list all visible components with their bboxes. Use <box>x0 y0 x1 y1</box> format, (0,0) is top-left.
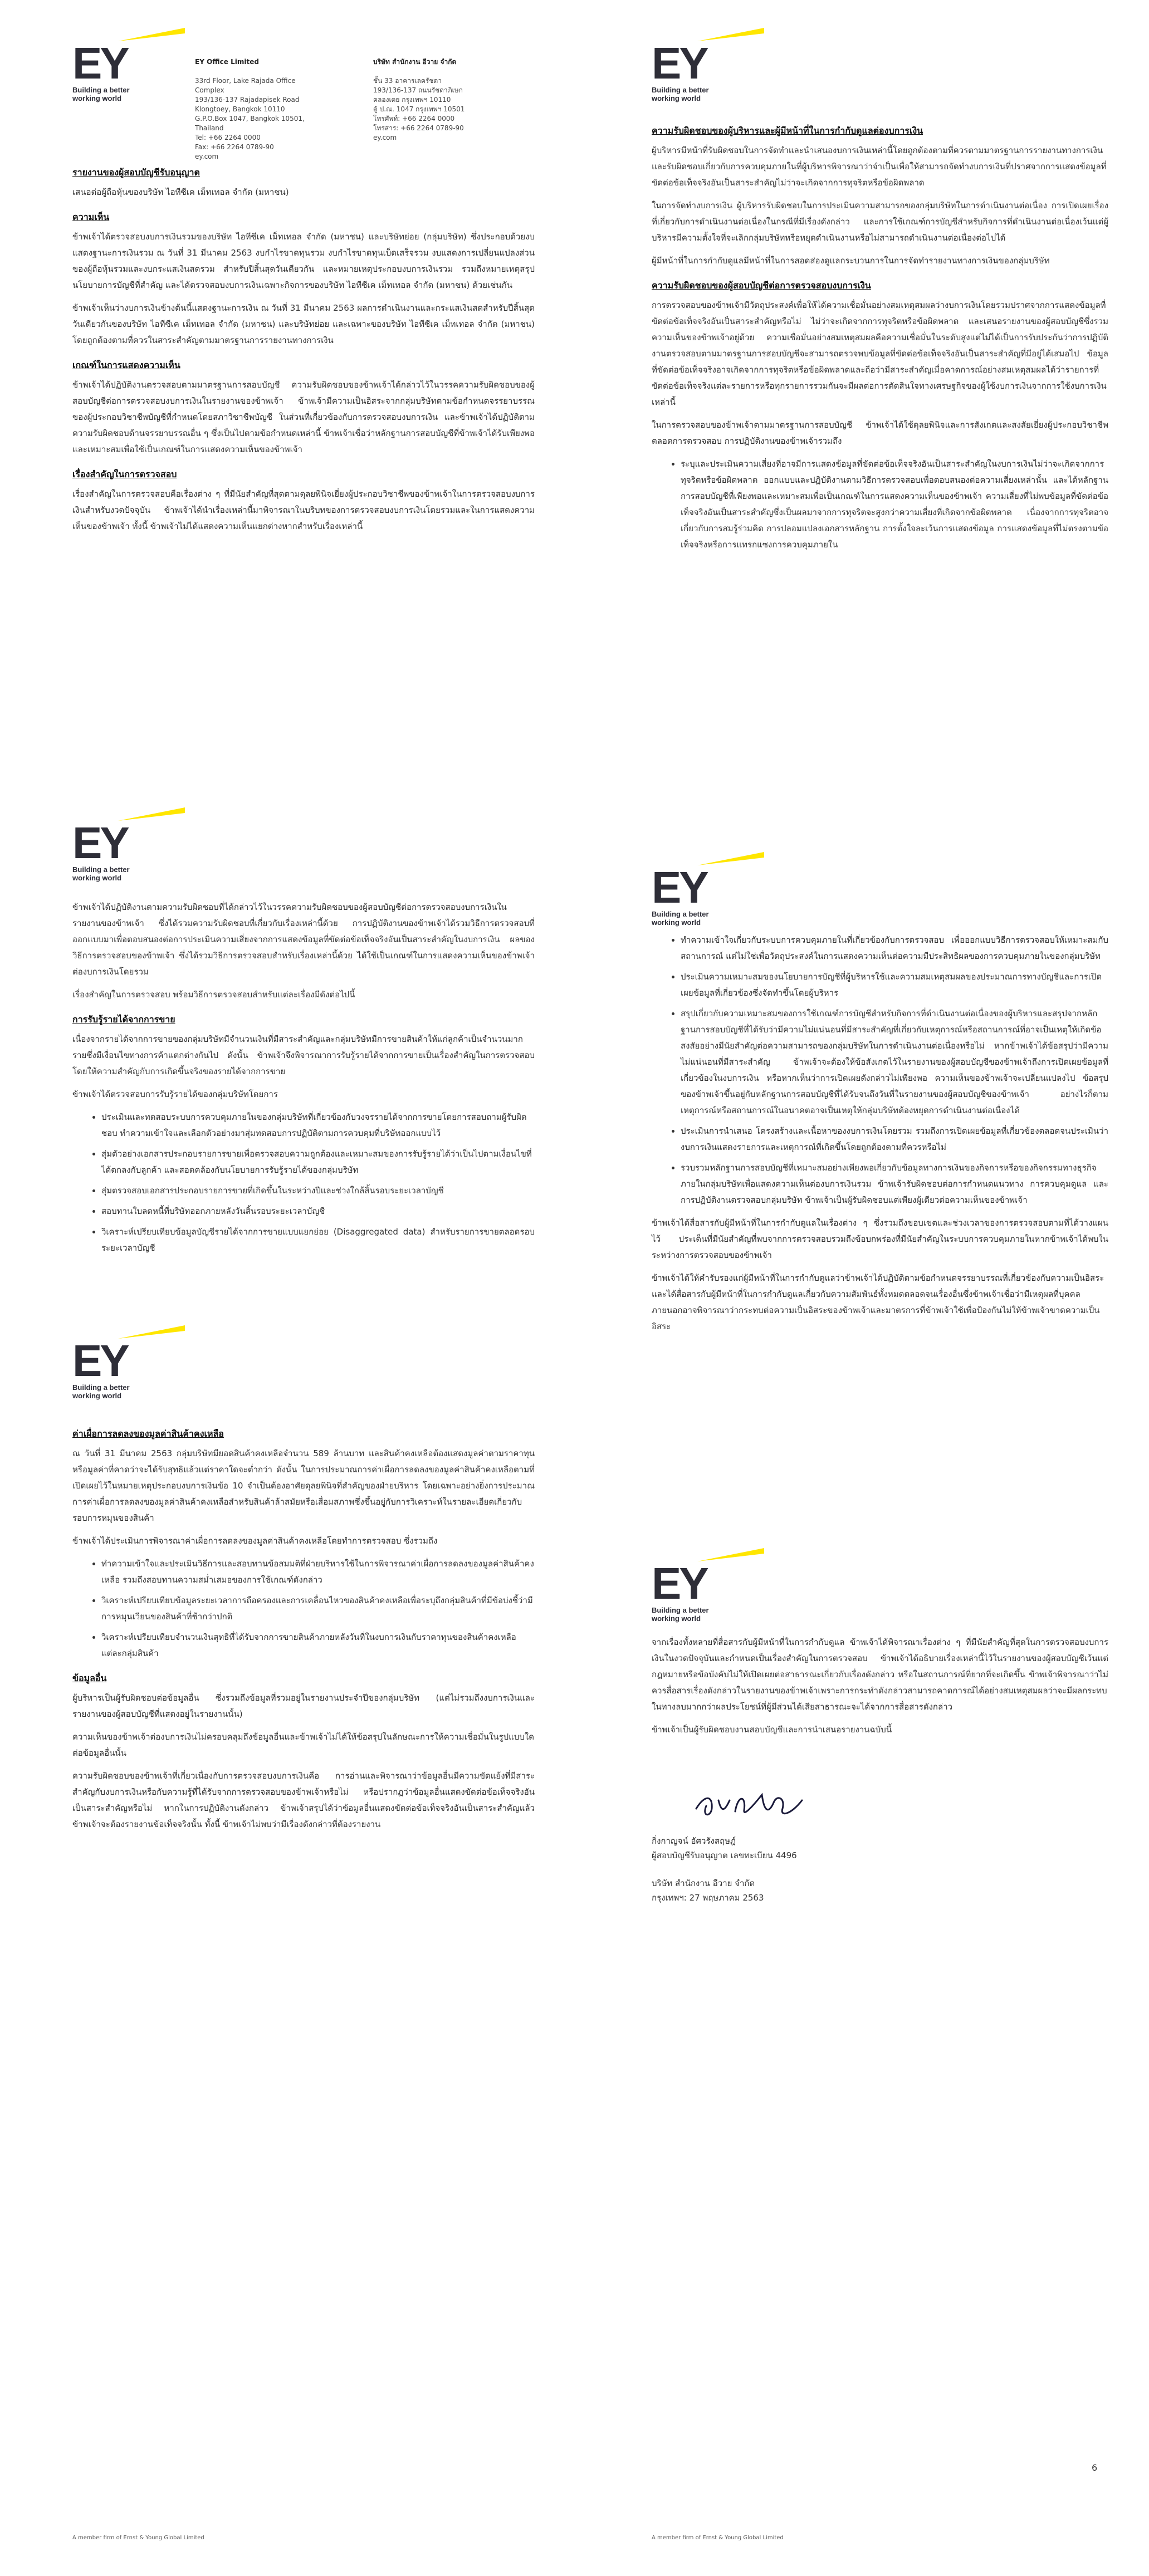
ey-logo-mark: EY <box>652 38 707 88</box>
footer-member-text: A member firm of Ernst & Young Global Limited <box>652 2535 784 2541</box>
ey-logo <box>72 802 167 882</box>
letterhead-right-lines: ชั้น 33 อาคารเลครัชดา 193/136-137 ถนนรัชดาภิเษก คลองเตย กรุงเทพฯ 10110 ตู้ ป.ณ. 1047 กรุงเทพฯ 10501 โทรศัพท์: +66 2264 0000 โทรสาร: +66 2264 0789-90 ey.com <box>373 77 465 141</box>
paragraph: เรื่องสำคัญในการตรวจสอบ พร้อมวิธีการตรวจสอบสำหรับแต่ละเรื่องมีดังต่อไปนี้ <box>72 990 355 1000</box>
heading-auditor-responsibility: ความรับผิดชอบของผู้สอบบัญชีต่อการตรวจสอบงบการเงิน <box>652 280 871 291</box>
page-2 <box>72 802 535 1303</box>
ey-logo-mark: EY <box>652 863 707 912</box>
heading-management-responsibility: ความรับผิดชอบของผู้บริหารและผู้มีหน้าที่ในการกำกับดูแลต่องบการเงิน <box>652 125 923 136</box>
paragraph: ผู้บริหารมีหน้าที่รับผิดชอบในการจัดทำและนำเสนองบการเงินเหล่านี้โดยถูกต้องตามที่ควรตามมาตรฐานการรายงานทางการเงิน และรับผิดชอบเกี่ยวกับการควบคุมภายในที่ผู้บริหารพิจารณาว่าจำเป็นเพื่อให้สามารถจัดทำงบการเงินที่ปราศจากการแสดงข้อมูลที่ขัดต่อข้อเท็จจริงอันเป็นสาระสำคัญไม่ว่าจะเกิดจากการทุจริตหรือข้อผิดพลาด <box>652 145 1107 188</box>
list-item: • วิเคราะห์เปรียบเทียบจำนวนเงินสุทธิที่ได้รับจากการขายสินค้าภายหลังวันที่ในงบการเงินกับราคาทุนของสินค้าคงเหลือแต่ละกลุ่มสินค้า <box>101 1629 535 1662</box>
paragraph: ข้าพเจ้าได้ตรวจสอบการรับรู้รายได้ของกลุ่มบริษัทโดยการ <box>72 1089 278 1099</box>
paragraph: ในการจัดทำงบการเงิน ผู้บริหารรับผิดชอบในการประเมินความสามารถของกลุ่มบริษัทในการดำเนินงานต่อเนื่อง การเปิดเผยเรื่องที่เกี่ยวกับการดำเนินงานต่อเนื่องในกรณีที่มีเรื่องดังกล่าว และการใช้เกณฑ์การบัญชีสำหรับกิจการที่ดำเนินงานต่อเนื่องเว้นแต่ผู้บริหารมีความตั้งใจที่จะเลิกกลุ่มบริษัทหรือหยุดดำเนินงานหรือไม่สามารถดำเนินงานต่อเนื่องต่อไปได้ <box>652 200 1108 243</box>
heading-revenue: การรับรู้รายได้จากการขาย <box>72 1014 175 1025</box>
paragraph: ข้าพเจ้าได้ประเมินการพิจารณาค่าเผื่อการลดลงของมูลค่าสินค้าคงเหลือโดยทำการตรวจสอบ ซึ่งรวมถึง <box>72 1536 438 1546</box>
ey-beam-icon <box>697 28 764 47</box>
ey-logo <box>72 22 167 102</box>
heading-basis: เกณฑ์ในการแสดงความเห็น <box>72 360 180 370</box>
list-item: • วิเคราะห์เปรียบเทียบข้อมูลระยะเวลาการถือครองและการเคลื่อนไหวของสินค้าคงเหลือเพื่อระบุถึงกลุ่มสินค้าที่มีข้อบ่งชี้ว่ามีการหมุนเวียนของสินค้าที่ช้ากว่าปกติ <box>101 1593 535 1625</box>
letterhead-left-company: EY Office Limited <box>195 58 259 66</box>
firm-name: บริษัท สำนักงาน อีวาย จำกัด <box>652 1878 755 1888</box>
signature-icon <box>691 1778 813 1828</box>
auditor-name: กิ่งกาญจน์ อัศวรังสฤษฎ์ <box>652 1836 736 1846</box>
paragraph: ข้าพเจ้าได้ตรวจสอบงบการเงินรวมของบริษัท ไอทีซีเค เม็ทเทอล จำกัด (มหาชน) และบริษัทย่อย (กลุ่มบริษัท) ซึ่งประกอบด้วยงบแสดงฐานะการเงินรวม ณ วันที่ 31 มีนาคม 2563 งบกำไรขาดทุนรวม งบกำไรขาดทุนเบ็ดเสร็จรวม งบแสดงการเปลี่ยนแปลงส่วนของผู้ถือหุ้นรวมและงบกระแสเงินสดรวม สำหรับปีสิ้นสุดวันเดียวกัน และหมายเหตุประกอบงบการเงินรวม รวมถึงหมายเหตุสรุปนโยบายการบัญชีที่สำคัญ และได้ตรวจสอบงบการเงินเฉพาะกิจการของบริษัท ไอทีซีเค เม็ทเทอล จำกัด (มหาชน) ด้วยเช่นกัน <box>72 232 535 290</box>
page-4 <box>652 22 1108 830</box>
ey-beam-icon <box>118 1325 185 1344</box>
auditor-bullet-list-continued <box>652 932 1108 1208</box>
paragraph: ผู้มีหน้าที่ในการกำกับดูแลมีหน้าที่ในการสอดส่องดูแลกระบวนการในการจัดทำรายงานทางการเงินของกลุ่มบริษัท <box>652 256 1050 266</box>
ey-logo-mark: EY <box>72 1336 128 1385</box>
paragraph: ความเห็นของข้าพเจ้าต่องบการเงินไม่ครอบคลุมถึงข้อมูลอื่นและข้าพเจ้าไม่ได้ให้ข้อสรุปในลักษณะการให้ความเชื่อมั่นในรูปแบบใดต่อข้อมูลอื่นนั้น <box>72 1732 534 1758</box>
ey-logo-mark: EY <box>72 818 128 868</box>
ey-logo-tagline: Building a better working world <box>72 86 130 102</box>
ey-logo-tagline: Building a better working world <box>652 1606 709 1623</box>
addressee: เสนอต่อผู้ถือหุ้นของบริษัท ไอทีซีเค เม็ทเทอล จำกัด (มหาชน) <box>72 187 289 197</box>
page-number: 6 <box>1092 2462 1098 2473</box>
ey-logo-tagline: Building a better working world <box>72 1383 130 1400</box>
ey-logo-mark: EY <box>72 38 128 88</box>
paragraph: ข้าพเจ้าได้ให้คำรับรองแก่ผู้มีหน้าที่ในการกำกับดูแลว่าข้าพเจ้าได้ปฏิบัติตามข้อกำหนดจรรยาบรรณที่เกี่ยวข้องกับความเป็นอิสระและได้สื่อสารกับผู้มีหน้าที่ในการกำกับดูแลเกี่ยวกับความสัมพันธ์ทั้งหมดตลอดจนเรื่องอื่นซึ่งข้าพเจ้าเชื่อว่ามีเหตุผลที่บุคคลภายนอกอาจพิจารณาว่ากระทบต่อความเป็นอิสระของข้าพเจ้าและมาตรการที่ข้าพเจ้าใช้เพื่อป้องกันไม่ให้ข้าพเจ้าขาดความเป็นอิสระ <box>652 1273 1104 1331</box>
ey-beam-icon <box>697 1548 764 1567</box>
list-item: • ทำความเข้าใจเกี่ยวกับระบบการควบคุมภายในที่เกี่ยวข้องกับการตรวจสอบ เพื่อออกแบบวิธีการตรวจสอบให้เหมาะสมกับสถานการณ์ แต่ไม่ใช่เพื่อวัตถุประสงค์ในการแสดงความเห็นต่อความมีประสิทธิผลของการควบคุมภายในของกลุ่มบริษัท <box>681 932 1108 964</box>
list-item: • ทำความเข้าใจและประเมินวิธีการและสอบทานข้อสมมติที่ฝ่ายบริหารใช้ในการพิจารณาค่าเผื่อการลดลงของมูลค่าสินค้าคงเหลือ รวมถึงสอบทานความสม่ำเสมอของการใช้เกณฑ์ดังกล่าว <box>101 1556 535 1588</box>
page-6 <box>652 1542 1108 2489</box>
revenue-bullet-list <box>72 1109 535 1256</box>
paragraph: ข้าพเจ้าเห็นว่างบการเงินข้างต้นนี้แสดงฐานะการเงิน ณ วันที่ 31 มีนาคม 2563 ผลการดำเนินงานและกระแสเงินสดสำหรับปีสิ้นสุดวันเดียวกันของบริษัท ไอทีซีเค เม็ทเทอล จำกัด (มหาชน) และบริษัทย่อย และเฉพาะของบริษัท ไอทีซีเค เม็ทเทอล จำกัด (มหาชน) โดยถูกต้องตามที่ควรในสาระสำคัญตามมาตรฐานการรายงานทางการเงิน <box>72 303 535 345</box>
ey-logo <box>652 1542 746 1623</box>
paragraph: ข้าพเจ้าได้ปฏิบัติงานตามความรับผิดชอบที่ได้กล่าวไว้ในวรรคความรับผิดชอบของผู้สอบบัญชีต่อการตรวจสอบงบการเงินในรายงานของข้าพเจ้า ซึ่งได้รวมความรับผิดชอบที่เกี่ยวกับเรื่องเหล่านี้ด้วย การปฏิบัติงานของข้าพเจ้าได้รวมวิธีการตรวจสอบที่ออกแบบมาเพื่อตอบสนองต่อการประเมินความเสี่ยงจากการแสดงข้อมูลที่ขัดต่อข้อเท็จจริงอันเป็นสาระสำคัญในงบการเงิน ผลของวิธีการตรวจสอบของข้าพเจ้า ซึ่งได้รวมวิธีการตรวจสอบสำหรับเรื่องเหล่านี้ด้วย ได้ใช้เป็นเกณฑ์ในการแสดงความเห็นของข้าพเจ้าต่องบการเงินโดยรวม <box>72 902 535 977</box>
heading-opinion: ความเห็น <box>72 212 110 222</box>
paragraph: ข้าพเจ้าได้ปฏิบัติงานตรวจสอบตามมาตรฐานการสอบบัญชี ความรับผิดชอบของข้าพเจ้าได้กล่าวไว้ในวรรคความรับผิดชอบของผู้สอบบัญชีต่อการตรวจสอบงบการเงินในรายงานของข้าพเจ้า ข้าพเจ้ามีความเป็นอิสระจากกลุ่มบริษัทตามข้อกำหนดจรรยาบรรณของผู้ประกอบวิชาชีพบัญชีที่กำหนดโดยสภาวิชาชีพบัญชี ในส่วนที่เกี่ยวข้องกับการตรวจสอบงบการเงิน และข้าพเจ้าได้ปฏิบัติตามความรับผิดชอบด้านจรรยาบรรณอื่น ๆ ซึ่งเป็นไปตามข้อกำหนดเหล่านี้ ข้าพเจ้าเชื่อว่าหลักฐานการสอบบัญชีที่ข้าพเจ้าได้รับเพียงพอและเหมาะสมเพื่อใช้เป็นเกณฑ์ในการแสดงความเห็นของข้าพเจ้า <box>72 380 535 454</box>
paragraph: ผู้บริหารเป็นผู้รับผิดชอบต่อข้อมูลอื่น ซึ่งรวมถึงข้อมูลที่รวมอยู่ในรายงานประจำปีของกลุ่มบริษัท (แต่ไม่รวมถึงงบการเงินและรายงานของผู้สอบบัญชีที่แสดงอยู่ในรายงานนั้น) <box>72 1693 535 1719</box>
ey-logo-mark: EY <box>652 1559 707 1608</box>
paragraph: ข้าพเจ้าได้สื่อสารกับผู้มีหน้าที่ในการกำกับดูแลในเรื่องต่าง ๆ ซึ่งรวมถึงขอบเขตและช่วงเวลาของการตรวจสอบตามที่ได้วางแผนไว้ ประเด็นที่มีนัยสำคัญที่พบจากการตรวจสอบรวมถึงข้อบกพร่องที่มีนัยสำคัญในระบบการควบคุมภายในหากข้าพเจ้าได้พบในระหว่างการตรวจสอบของข้าพเจ้า <box>652 1218 1108 1260</box>
auditor-bullet-list <box>652 456 1108 553</box>
list-item: • สุ่มตรวจสอบเอกสารประกอบรายการขายที่เกิดขึ้นในระหว่างปีและช่วงใกล้สิ้นรอบระยะเวลาบัญชี <box>101 1183 535 1199</box>
inventory-bullet-list <box>72 1556 535 1662</box>
paragraph: เนื่องจากรายได้จากการขายของกลุ่มบริษัทมีจำนวนเงินที่มีสาระสำคัญและกลุ่มบริษัทมีการขายสินค้าให้แก่ลูกค้าเป็นจำนวนมากรายซึ่งมีเงื่อนไขทางการค้าแตกต่างกันไป ดังนั้น ข้าพเจ้าจึงพิจารณาการรับรู้รายได้จากการขายเป็นเรื่องสำคัญในการตรวจสอบ โดยให้ความสำคัญกับการเกิดขึ้นจริงของรายได้จากการขาย <box>72 1034 535 1076</box>
paragraph: การตรวจสอบของข้าพเจ้ามีวัตถุประสงค์เพื่อให้ได้ความเชื่อมั่นอย่างสมเหตุสมผลว่างบการเงินโดยรวมปราศจากการแสดงข้อมูลที่ขัดต่อข้อเท็จจริงอันเป็นสาระสำคัญหรือไม่ ไม่ว่าจะเกิดจากการทุจริตหรือข้อผิดพลาด และเสนอรายงานของผู้สอบบัญชีซึ่งรวมความเห็นของข้าพเจ้าอยู่ด้วย ความเชื่อมั่นอย่างสมเหตุสมผลคือความเชื่อมั่นในระดับสูงแต่ไม่ได้เป็นการรับประกันว่าการปฏิบัติงานตรวจสอบตามมาตรฐานการสอบบัญชีจะสามารถตรวจพบข้อมูลที่ขัดต่อข้อเท็จจริงอันเป็นสาระสำคัญที่มีอยู่ได้เสมอไป ข้อมูลที่ขัดต่อข้อเท็จจริงอาจเกิดจากการทุจริตหรือข้อผิดพลาดและถือว่ามีสาระสำคัญเมื่อคาดการณ์อย่างสมเหตุสมผลได้ว่ารายการที่ขัดต่อข้อเท็จจริงแต่ละรายการหรือทุกรายการรวมกันจะมีผลต่อการตัดสินใจทางเศรษฐกิจของผู้ใช้งบการเงินจากการใช้งบการเงินเหล่านี้ <box>652 300 1108 407</box>
heading-other-information: ข้อมูลอื่น <box>72 1673 107 1683</box>
page-1 <box>72 22 535 796</box>
page-5 <box>652 846 1108 1537</box>
page-3 <box>72 1320 535 2378</box>
letterhead-right-company: บริษัท สำนักงาน อีวาย จำกัด <box>373 58 457 66</box>
ey-logo-tagline: Building a better working world <box>72 865 130 882</box>
letterhead-left <box>195 48 323 161</box>
city-date: กรุงเทพฯ: 27 พฤษภาคม 2563 <box>652 1893 764 1903</box>
list-item: • วิเคราะห์เปรียบเทียบข้อมูลบัญชีรายได้จากการขายแบบแยกย่อย (Disaggregated data) สำหรับรายการขายตลอดรอบระยะเวลาบัญชี <box>101 1224 535 1256</box>
list-item: • สุ่มตัวอย่างเอกสารประกอบรายการขายเพื่อตรวจสอบความถูกต้องและเหมาะสมของการรับรู้รายได้ว่าเป็นไปตามเงื่อนไขที่ได้ตกลงกับลูกค้า และสอดคล้องกับนโยบายการรับรู้รายได้ของกลุ่มบริษัท <box>101 1146 535 1178</box>
letterhead-left-lines: 33rd Floor, Lake Rajada Office Complex 193/136-137 Rajadapisek Road Klongtoey, Bangkok 10110 G.P.O.Box 1047, Bangkok 10501, Thailand Tel: +66 2264 0000 Fax: +66 2264 0789-90 ey.com <box>195 77 305 160</box>
list-item: • ระบุและประเมินความเสี่ยงที่อาจมีการแสดงข้อมูลที่ขัดต่อข้อเท็จจริงอันเป็นสาระสำคัญในงบการเงินไม่ว่าจะเกิดจากการทุจริตหรือข้อผิดพลาด ออกแบบและปฏิบัติงานตามวิธีการตรวจสอบเพื่อตอบสนองต่อความเสี่ยงเหล่านั้น และได้หลักฐานการสอบบัญชีที่เพียงพอและเหมาะสมเพื่อเป็นเกณฑ์ในการแสดงความเห็นของข้าพเจ้า ความเสี่ยงที่ไม่พบข้อมูลที่ขัดต่อข้อเท็จจริงอันเป็นสาระสำคัญซึ่งเป็นผลมาจากการทุจริตจะสูงกว่าความเสี่ยงที่เกิดจากข้อผิดพลาด เนื่องจากการทุจริตอาจเกี่ยวกับการสมรู้ร่วมคิด การปลอมแปลงเอกสารหลักฐาน การตั้งใจละเว้นการแสดงข้อมูล การแสดงข้อมูลที่ไม่ตรงตามข้อเท็จจริงหรือการแทรกแซงการควบคุมภายใน <box>681 456 1108 553</box>
paragraph: ข้าพเจ้าเป็นผู้รับผิดชอบงานสอบบัญชีและการนำเสนอรายงานฉบับนี้ <box>652 1725 892 1735</box>
ey-beam-icon <box>118 28 185 47</box>
report-title: รายงานของผู้สอบบัญชีรับอนุญาต <box>72 167 200 178</box>
heading-key-audit-matters: เรื่องสำคัญในการตรวจสอบ <box>72 469 177 479</box>
heading-inventory: ค่าเผื่อการลดลงของมูลค่าสินค้าคงเหลือ <box>72 1428 224 1439</box>
letterhead-right <box>373 48 501 143</box>
ey-logo-tagline: Building a better working world <box>652 86 709 102</box>
paragraph: ในการตรวจสอบของข้าพเจ้าตามมาตรฐานการสอบบัญชี ข้าพเจ้าได้ใช้ดุลยพินิจและการสังเกตและสงสัยเยี่ยงผู้ประกอบวิชาชีพตลอดการตรวจสอบ การปฏิบัติงานของข้าพเจ้ารวมถึง <box>652 420 1108 446</box>
list-item: • ประเมินการนำเสนอ โครงสร้างและเนื้อหาของงบการเงินโดยรวม รวมถึงการเปิดเผยข้อมูลที่เกี่ยวข้องตลอดจนประเมินว่างบการเงินแสดงรายการและเหตุการณ์ที่เกิดขึ้นโดยถูกต้องตามที่ควรหรือไม่ <box>681 1123 1108 1155</box>
list-item: • รวบรวมหลักฐานการสอบบัญชีที่เหมาะสมอย่างเพียงพอเกี่ยวกับข้อมูลทางการเงินของกิจการหรือของกิจกรรมทางธุรกิจภายในกลุ่มบริษัทเพื่อแสดงความเห็นต่องบการเงินรวม ข้าพเจ้ารับผิดชอบต่อการกำหนดแนวทาง การควบคุมดูแล และการปฏิบัติงานตรวจสอบกลุ่มบริษัท ข้าพเจ้าเป็นผู้รับผิดชอบแต่เพียงผู้เดียวต่อความเห็นของข้าพเจ้า <box>681 1160 1108 1208</box>
paragraph: จากเรื่องทั้งหลายที่สื่อสารกับผู้มีหน้าที่ในการกำกับดูแล ข้าพเจ้าได้พิจารณาเรื่องต่าง ๆ ที่มีนัยสำคัญที่สุดในการตรวจสอบงบการเงินในงวดปัจจุบันและกำหนดเป็นเรื่องสำคัญในการตรวจสอบ ข้าพเจ้าได้อธิบายเรื่องเหล่านี้ไว้ในรายงานของผู้สอบบัญชีเว้นแต่กฎหมายหรือข้อบังคับไม่ให้เปิดเผยต่อสาธารณะเกี่ยวกับเรื่องดังกล่าว หรือในสถานการณ์ที่ยากที่จะเกิดขึ้น ข้าพเจ้าพิจารณาว่าไม่ควรสื่อสารเรื่องดังกล่าวในรายงานของข้าพเจ้าเพราะการกระทำดังกล่าวสามารถคาดการณ์ได้อย่างสมเหตุสมผลว่าจะมีผลกระทบในทางลบมากกว่าผลประโยชน์ที่ผู้มีส่วนได้เสียสาธารณะจะได้จากการสื่อสารดังกล่าว <box>652 1637 1108 1712</box>
ey-beam-icon <box>118 807 185 826</box>
auditor-title: ผู้สอบบัญชีรับอนุญาต เลขทะเบียน 4496 <box>652 1850 797 1860</box>
list-item: • สรุปเกี่ยวกับความเหมาะสมของการใช้เกณฑ์การบัญชีสำหรับกิจการที่ดำเนินงานต่อเนื่องของผู้บริหารและสรุปจากหลักฐานการสอบบัญชีที่ได้รับว่ามีความไม่แน่นอนที่มีสาระสำคัญที่เกี่ยวกับเหตุการณ์หรือสถานการณ์ที่อาจเป็นเหตุให้เกิดข้อสงสัยอย่างมีนัยสำคัญต่อความสามารถของกลุ่มบริษัทในการดำเนินงานต่อเนื่องหรือไม่ หากข้าพเจ้าได้ข้อสรุปว่ามีความไม่แน่นอนที่มีสาระสำคัญ ข้าพเจ้าจะต้องให้ข้อสังเกตไว้ในรายงานของผู้สอบบัญชีของข้าพเจ้าถึงการเปิดเผยข้อมูลที่เกี่ยวข้องในงบการเงิน หรือหากเห็นว่าการเปิดเผยดังกล่าวไม่เพียงพอ ความเห็นของข้าพเจ้าจะเปลี่ยนแปลงไป ข้อสรุปของข้าพเจ้าขึ้นอยู่กับหลักฐานการสอบบัญชีที่ได้รับจนถึงวันที่ในรายงานของผู้สอบบัญชีของข้าพเจ้า อย่างไรก็ตามเหตุการณ์หรือสถานการณ์ในอนาคตอาจเป็นเหตุให้กลุ่มบริษัทต้องหยุดการดำเนินงานต่อเนื่องได้ <box>681 1006 1108 1119</box>
ey-logo-tagline: Building a better working world <box>652 910 709 927</box>
paragraph: ความรับผิดชอบของข้าพเจ้าที่เกี่ยวเนื่องกับการตรวจสอบงบการเงินคือ การอ่านและพิจารณาว่าข้อมูลอื่นมีความขัดแย้งที่มีสาระสำคัญกับงบการเงินหรือกับความรู้ที่ได้รับจากการตรวจสอบของข้าพเจ้าหรือไม่ หรือปรากฏว่าข้อมูลอื่นแสดงขัดต่อข้อเท็จจริงอันเป็นสาระสำคัญหรือไม่ หากในการปฏิบัติงานดังกล่าว ข้าพเจ้าสรุปได้ว่าข้อมูลอื่นแสดงขัดต่อข้อเท็จจริงอันเป็นสาระสำคัญแล้ว ข้าพเจ้าจะต้องรายงานข้อเท็จจริงนั้น ทั้งนี้ ข้าพเจ้าไม่พบว่ามีเรื่องดังกล่าวที่ต้องรายงาน <box>72 1771 535 1829</box>
list-item: • ประเมินความเหมาะสมของนโยบายการบัญชีที่ผู้บริหารใช้และความสมเหตุสมผลของประมาณการทางบัญชีและการเปิดเผยข้อมูลที่เกี่ยวข้องซึ่งจัดทำขึ้นโดยผู้บริหาร <box>681 969 1108 1001</box>
ey-logo <box>72 1320 167 1400</box>
list-item: • ประเมินและทดสอบระบบการควบคุมภายในของกลุ่มบริษัทที่เกี่ยวข้องกับวงจรรายได้จากการขายโดยการสอบถามผู้รับผิดชอบ ทำความเข้าใจและเลือกตัวอย่างมาสุ่มทดสอบการปฏิบัติตามการควบคุมที่บริษัทออกแบบไว้ <box>101 1109 535 1142</box>
ey-logo <box>652 846 746 927</box>
ey-beam-icon <box>697 852 764 871</box>
ey-logo <box>652 22 746 102</box>
paragraph: เรื่องสำคัญในการตรวจสอบคือเรื่องต่าง ๆ ที่มีนัยสำคัญที่สุดตามดุลยพินิจเยี่ยงผู้ประกอบวิชาชีพของข้าพเจ้าในการตรวจสอบงบการเงินสำหรับงวดปัจจุบัน ข้าพเจ้าได้นำเรื่องเหล่านี้มาพิจารณาในบริบทของการตรวจสอบงบการเงินโดยรวมและในการแสดงความเห็นของข้าพเจ้า ทั้งนี้ ข้าพเจ้าไม่ได้แสดงความเห็นแยกต่างหากสำหรับเรื่องเหล่านี้ <box>72 489 535 531</box>
list-item: • สอบทานใบลดหนี้ที่บริษัทออกภายหลังวันสิ้นรอบระยะเวลาบัญชี <box>101 1203 535 1220</box>
paragraph: ณ วันที่ 31 มีนาคม 2563 กลุ่มบริษัทมียอดสินค้าคงเหลือจำนวน 589 ล้านบาท และสินค้าคงเหลือต้องแสดงมูลค่าตามราคาทุนหรือมูลค่าที่คาดว่าจะได้รับสุทธิแล้วแต่ราคาใดจะต่ำกว่า ดังนั้น ในการประมาณการค่าเผื่อการลดลงของมูลค่าสินค้าคงเหลือตามที่เปิดเผยไว้ในหมายเหตุประกอบงบการเงินข้อ 10 จำเป็นต้องอาศัยดุลยพินิจที่สำคัญของฝ่ายบริหาร โดยเฉพาะอย่างยิ่งการประมาณการค่าเผื่อการลดลงของมูลค่าสินค้าคงเหลือสำหรับสินค้าล้าสมัยหรือเสื่อมสภาพซึ่งขึ้นอยู่กับการวิเคราะห์ในรายละเอียดเกี่ยวกับรอบการหมุนของสินค้า <box>72 1448 535 1523</box>
footer-member-text: A member firm of Ernst & Young Global Limited <box>72 2535 204 2541</box>
